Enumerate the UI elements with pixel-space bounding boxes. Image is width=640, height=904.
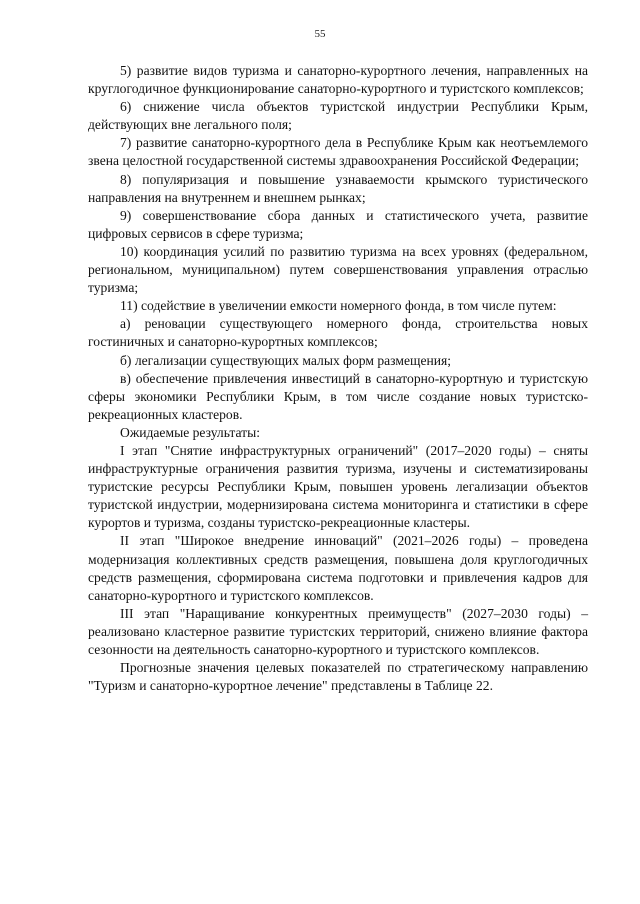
stage-1-paragraph: I этап "Снятие инфраструктурных ограничений" (2017–2020 годы) – сняты инфраструктурные ограничения развития туризма, изучены и систематизированы туристские ресурсы Республики Крым, повышен уровень легализации объектов туристской индустрии, модернизирована система мониторинга и статистики в сфере курортов и туризма, созданы туристско-рекреационные кластеры.: [88, 442, 588, 531]
paragraph-item-7: 7) развитие санаторно-курортного дела в Республике Крым как неотъемлемого звена целостной государственной системы здравоохранения Российской Федерации;: [88, 135, 588, 169]
paragraph-item-6: 6) снижение числа объектов туристской индустрии Республики Крым, действующих вне легального поля;: [88, 99, 588, 133]
paragraph-item-8: 8) популяризация и повышение узнаваемости крымского туристического направления на внутреннем и внешнем рынках;: [88, 171, 588, 205]
paragraph-item-9: 9) совершенствование сбора данных и статистического учета, развитие цифровых сервисов в сфере туризма;: [88, 207, 588, 241]
paragraph-subitem-b: б) легализации существующих малых форм размещения;: [120, 352, 452, 368]
paragraph-subitem-a: а) реновации существующего номерного фонда, строительства новых гостиничных и санаторно-курортных комплексов;: [88, 316, 588, 350]
document-body: [88, 62, 588, 695]
page-number: 55: [314, 28, 326, 40]
paragraph-item-11: 11) содействие в увеличении емкости номерного фонда, в том числе путем:: [120, 298, 557, 314]
stage-2-paragraph: II этап "Широкое внедрение инноваций" (2021–2026 годы) – проведена модернизация коллективных средств размещения, повышена доля круглогодичных средств размещения, сформирована система подготовки и привлечения кадров для санаторно-курортного и туристского комплексов.: [88, 533, 588, 603]
forecast-paragraph: Прогнозные значения целевых показателей по стратегическому направлению "Туризм и санаторно-курортное лечение" представлены в Таблице 22.: [88, 660, 588, 694]
expected-results-heading: Ожидаемые результаты:: [120, 424, 261, 440]
stage-3-paragraph: III этап "Наращивание конкурентных преимуществ" (2027–2030 годы) – реализовано кластерное развитие туристских территорий, снижено влияние фактора сезонности на деятельность санаторно-курортного и туристского комплексов.: [88, 605, 588, 657]
paragraph-item-5: 5) развитие видов туризма и санаторно-курортного лечения, направленных на круглогодичное функционирование санаторно-курортного и туристского комплексов;: [88, 63, 588, 97]
paragraph-subitem-v: в) обеспечение привлечения инвестиций в санаторно-курортную и туристскую сферы экономики Республики Крым, в том числе создание новых туристско-рекреационных кластеров.: [88, 370, 588, 422]
paragraph-item-10: 10) координация усилий по развитию туризма на всех уровнях (федеральном, региональном, муниципальном) путем совершенствования управления отраслью туризма;: [88, 243, 588, 296]
